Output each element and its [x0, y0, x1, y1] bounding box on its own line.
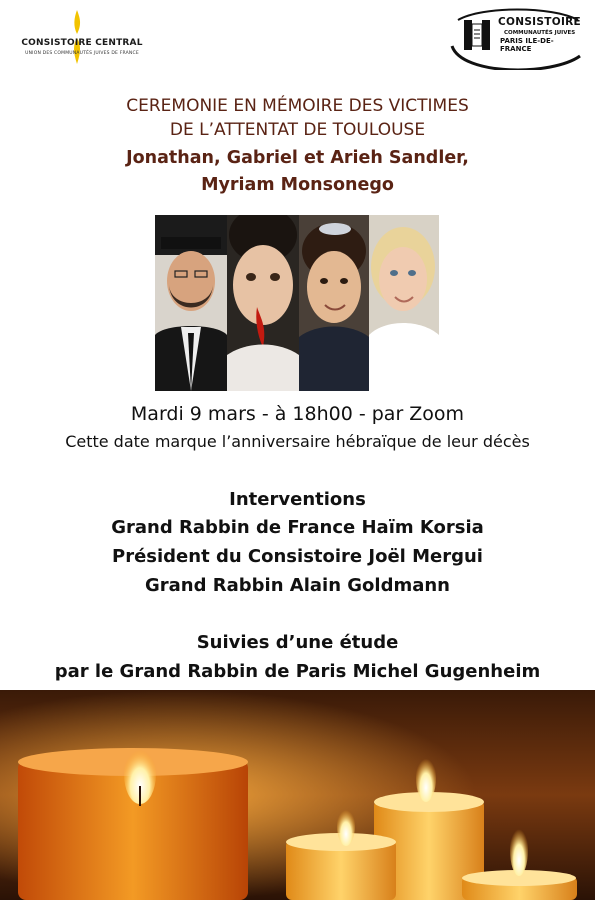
speaker-2: Président du Consistoire Joël Mergui — [112, 546, 483, 567]
study-line-1: Suivies d’une étude — [196, 632, 399, 653]
ceremony-title-line-1: CEREMONIE EN MÉMOIRE DES VICTIMES — [126, 96, 469, 116]
left-logo-subtitle: UNION DES COMMUNAUTÉS JUIVES DE FRANCE — [25, 51, 139, 56]
victims-photos — [155, 215, 439, 391]
speaker-1: Grand Rabbin de France Haïm Korsia — [111, 517, 484, 538]
event-note: Cette date marque l’anniversaire hébraïque de leur décès — [65, 432, 530, 451]
photo-jonathan — [155, 215, 227, 391]
interventions-heading: Interventions — [229, 489, 366, 510]
left-logo-name: CONSISTOIRE CENTRAL — [21, 38, 143, 48]
photo-gabriel — [227, 215, 299, 391]
candles-image — [0, 690, 595, 900]
right-logo-subtitle-1: COMMUNAUTÉS JUIVES — [504, 30, 576, 36]
victims-names-line-2: Myriam Monsonego — [201, 175, 394, 195]
consistoire-central-logo — [12, 8, 152, 68]
right-logo-subtitle-2: PARIS ILE-DE-FRANCE — [500, 37, 554, 53]
study-line-2: par le Grand Rabbin de Paris Michel Gugenheim — [54, 661, 541, 682]
flame-icon — [70, 8, 84, 66]
right-logo-name: CONSISTOIRE — [498, 16, 582, 28]
photo-arieh — [299, 215, 369, 391]
consistoire-paris-logo — [442, 6, 584, 70]
event-date-line: Mardi 9 mars - à 18h00 - par Zoom — [130, 403, 465, 425]
ceremony-title-line-2: DE L’ATTENTAT DE TOULOUSE — [169, 120, 426, 140]
speaker-3: Grand Rabbin Alain Goldmann — [144, 575, 450, 596]
photo-myriam — [369, 215, 439, 391]
victims-names-line-1: Jonathan, Gabriel et Arieh Sandler, — [126, 148, 469, 168]
